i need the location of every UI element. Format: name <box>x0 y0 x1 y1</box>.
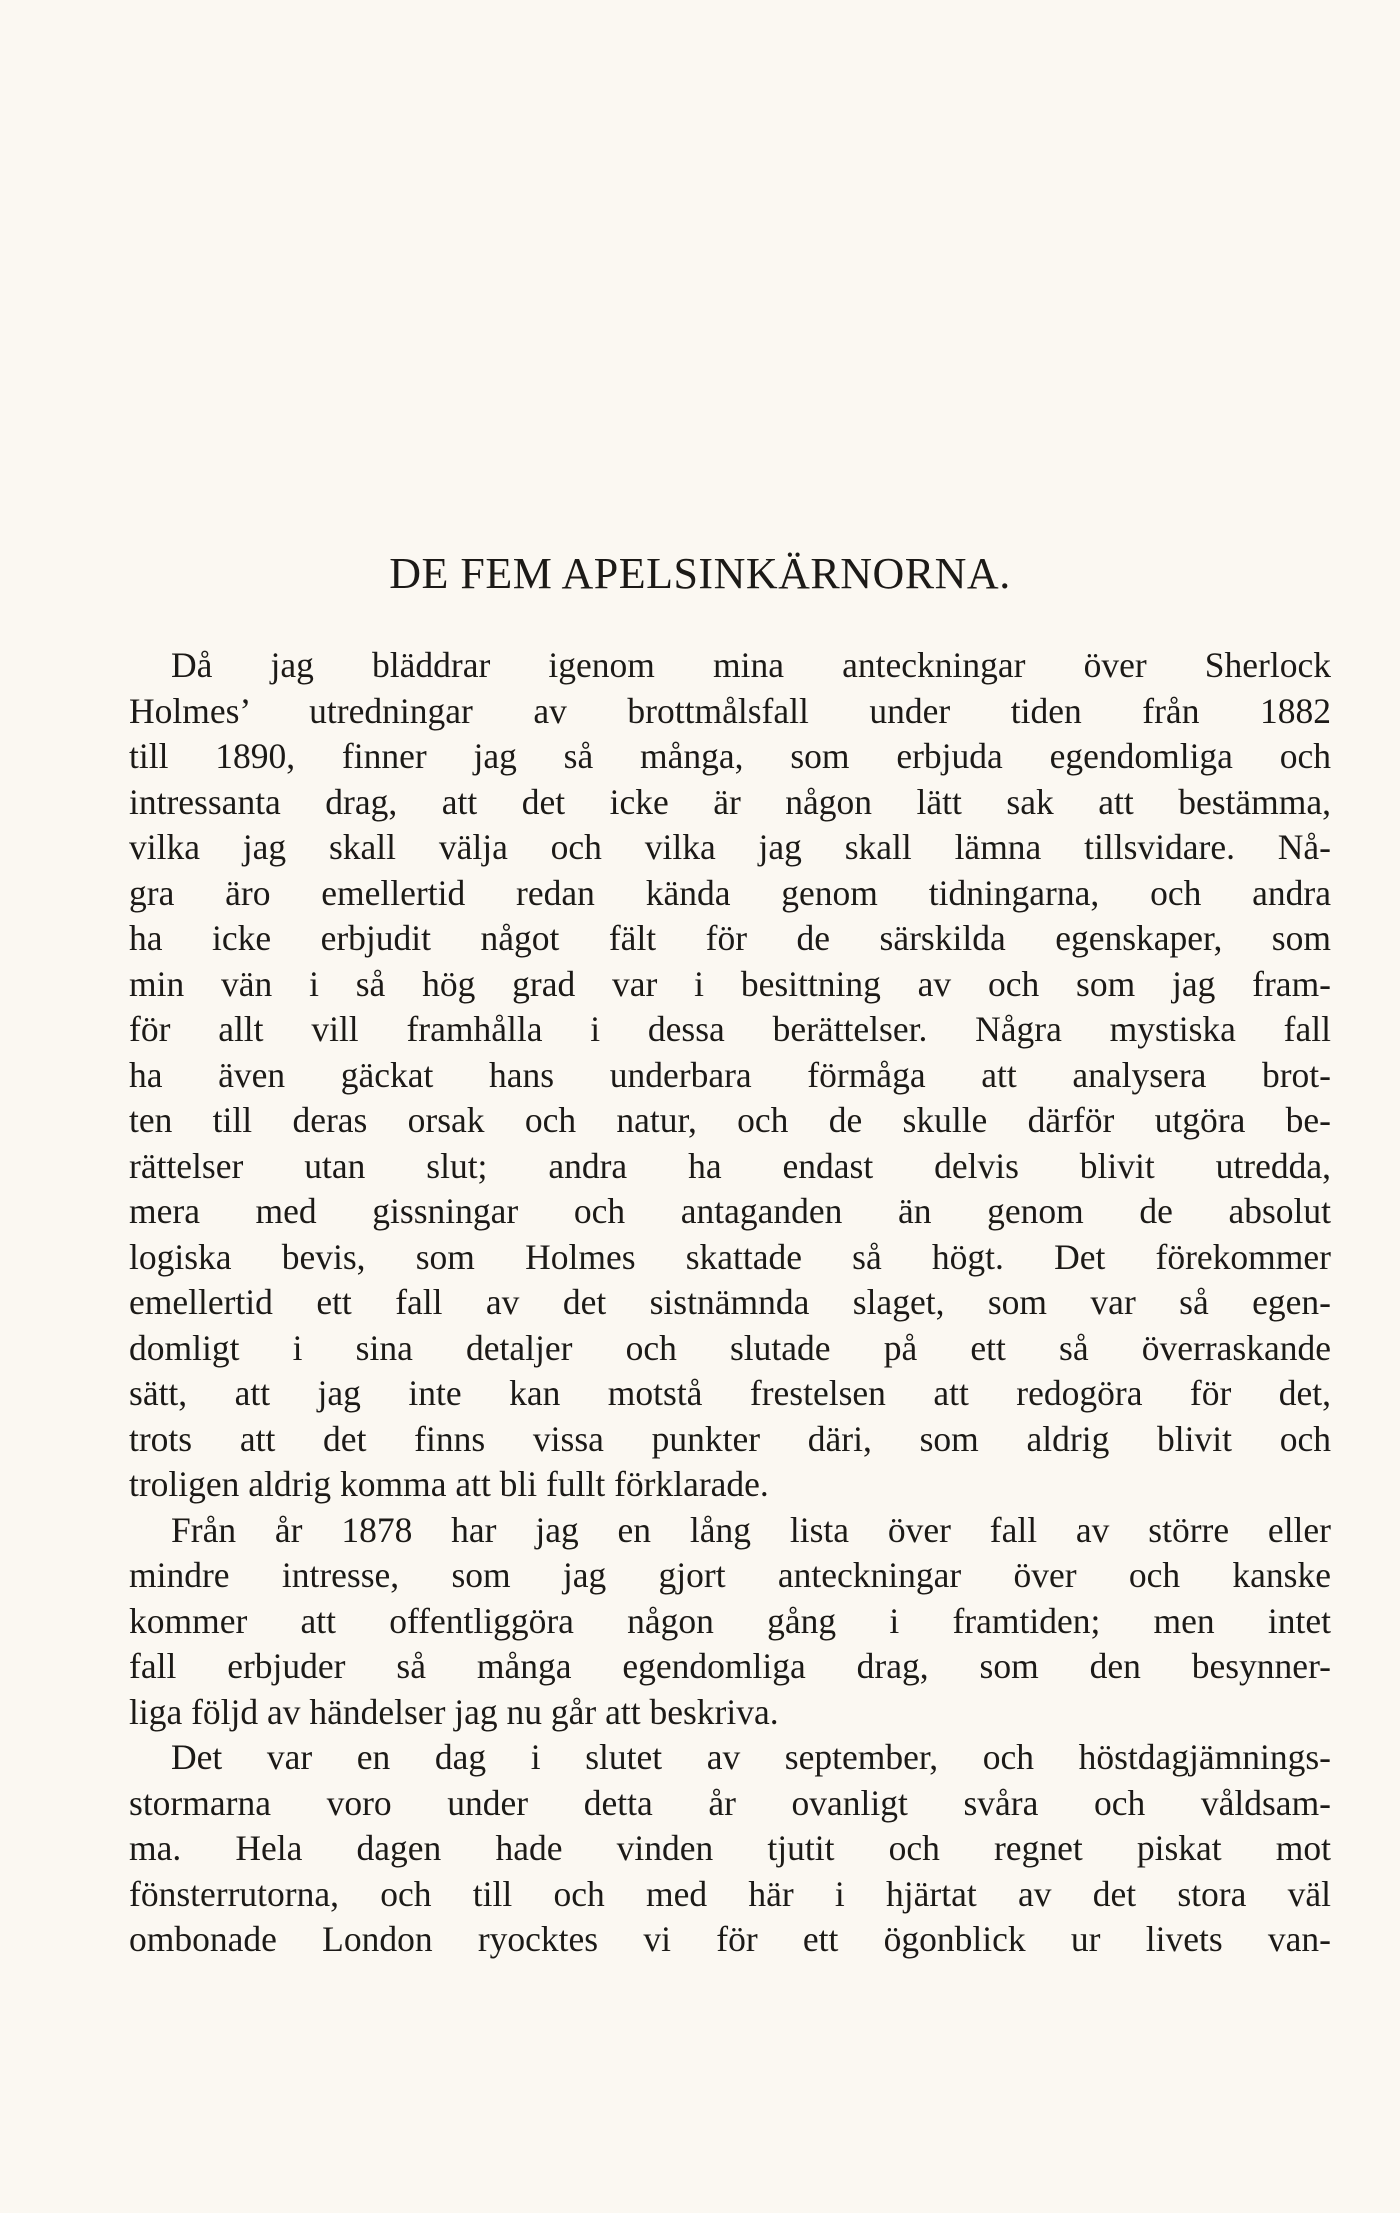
text-line: min vän i så hög grad var i besittning av och som jag fram- <box>129 963 1331 1004</box>
text-line: intressanta drag, att det icke är någon lätt sak att bestämma, <box>129 781 1331 822</box>
text-line: emellertid ett fall av det sistnämnda slaget, som var så egen- <box>129 1282 1331 1322</box>
text-line: liga följd av händelser jag nu går att beskriva. <box>129 1691 779 1732</box>
text-line: domligt i sina detaljer och slutade på ett så överraskande <box>129 1327 1331 1368</box>
text-line: gra äro emellertid redan kända genom tidningarna, och andra <box>129 872 1331 913</box>
text-line: till 1890, finner jag så många, som erbjuda egendomliga och <box>129 736 1331 776</box>
text-line: ha även gäckat hans underbara förmåga att analysera brot- <box>129 1054 1331 1095</box>
text-line: ma. Hela dagen hade vinden tjutit och regnet piskat mot <box>129 1828 1331 1868</box>
text-line: vilka jag skall välja och vilka jag skall lämna tillsvidare. Nå- <box>129 827 1331 867</box>
body-text <box>129 643 1331 1963</box>
text-line: Det var en dag i slutet av september, och höstdagjämnings- <box>171 1737 1331 1777</box>
text-line: troligen aldrig komma att bli fullt förklarade. <box>129 1464 769 1504</box>
text-line: Då jag bläddrar igenom mina anteckningar över Sherlock <box>171 645 1331 685</box>
text-line: stormarna voro under detta år ovanligt svåra och våldsam- <box>129 1782 1331 1823</box>
text-line: kommer att offentliggöra någon gång i framtiden; men intet <box>129 1600 1331 1641</box>
chapter-title: DE FEM APELSINKÄRNORNA. <box>389 549 1011 598</box>
text-line: ombonade London ryocktes vi för ett ögonblick ur livets van- <box>129 1919 1331 1959</box>
text-line: Från år 1878 har jag en lång lista över fall av större eller <box>171 1509 1331 1550</box>
text-line: för allt vill framhålla i dessa berättelser. Några mystiska fall <box>129 1009 1331 1049</box>
text-line: trots att det finns vissa punkter däri, som aldrig blivit och <box>129 1418 1331 1459</box>
text-line: ha icke erbjudit något fält för de särskilda egenskaper, som <box>129 918 1331 958</box>
text-line: ten till deras orsak och natur, och de skulle därför utgöra be- <box>129 1100 1331 1140</box>
text-line: mindre intresse, som jag gjort anteckningar över och kanske <box>129 1555 1331 1595</box>
text-line: sätt, att jag inte kan motstå frestelsen att redogöra för det, <box>129 1373 1331 1413</box>
text-line: rättelser utan slut; andra ha endast delvis blivit utredda, <box>129 1145 1331 1186</box>
text-line: fall erbjuder så många egendomliga drag, som den besynner- <box>129 1646 1331 1686</box>
text-line: logiska bevis, som Holmes skattade så högt. Det förekommer <box>129 1236 1331 1277</box>
text-line: fönsterrutorna, och till och med här i hjärtat av det stora väl <box>129 1873 1331 1914</box>
text-line: Holmes’ utredningar av brottmålsfall under tiden från 1882 <box>129 690 1331 731</box>
text-line: mera med gissningar och antaganden än genom de absolut <box>129 1191 1331 1231</box>
